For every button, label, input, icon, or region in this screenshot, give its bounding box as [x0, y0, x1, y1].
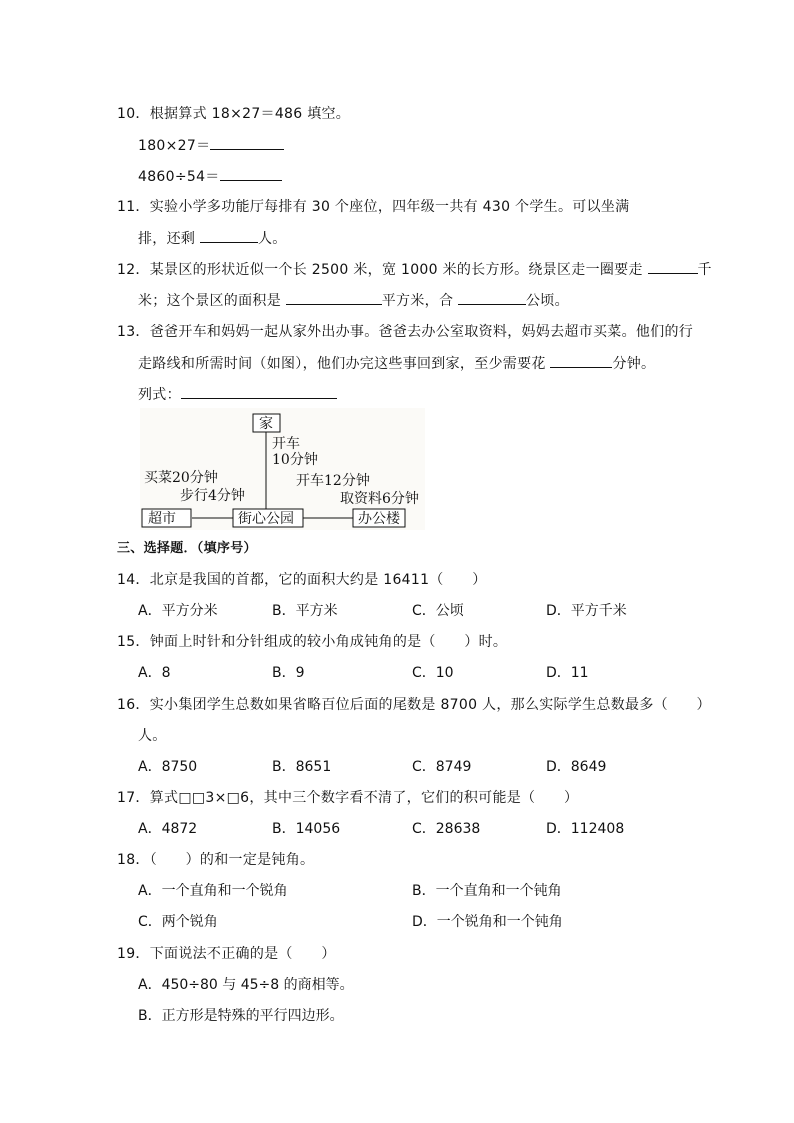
park-label: 街心公园 [238, 511, 294, 527]
q14-option-b[interactable]: B．平方米 [272, 603, 338, 619]
q16-option-d[interactable]: D．8649 [546, 759, 607, 775]
market-label: 超市 [148, 511, 176, 527]
q15-option-d[interactable]: D．11 [546, 665, 589, 681]
route-diagram-svg [140, 408, 425, 530]
q18-stem: 18．（ ）的和一定是钝角。 [117, 852, 315, 868]
q18-option-b[interactable]: B．一个直角和一个钝角 [412, 883, 562, 899]
q10-line1 [138, 135, 284, 156]
q12-line2-a: 米；这个景区的面积是 [138, 293, 286, 309]
q17-option-c[interactable]: C．28638 [412, 821, 481, 837]
q12-line1-suffix: 千 [697, 262, 712, 278]
q17-option-d[interactable]: D．112408 [546, 821, 625, 837]
q19-option-a[interactable]: A．450÷80 与 45÷8 的商相等。 [138, 977, 354, 993]
q15-stem: 15．钟面上时针和分针组成的较小角成钝角的是（ ）时。 [117, 634, 508, 650]
q11-stem: 11．实验小学多功能厅每排有 30 个座位，四年级一共有 430 个学生。可以坐满 [117, 199, 630, 215]
q19-stem: 19．下面说法不正确的是（ ） [117, 946, 336, 962]
q18-option-d[interactable]: D．一个锐角和一个钝角 [412, 914, 563, 930]
drive-home-label-1: 开车 [272, 436, 300, 452]
q16-stem: 16．实小集团学生总数如果省略百位后面的尾数是 8700 人，那么实际学生总数最多（ ） [117, 697, 711, 713]
section-title: 三、选择题．（填序号） [117, 541, 257, 556]
q12-blank1[interactable] [648, 259, 698, 274]
q18-option-c[interactable]: C．两个锐角 [138, 914, 218, 930]
q10-line2-text: 4860÷54＝ [138, 169, 220, 185]
q10-blank2[interactable] [220, 166, 282, 181]
q11-blank[interactable] [200, 228, 258, 243]
drive-office-label: 开车12分钟 [296, 473, 370, 489]
drive-home-label-2: 10分钟 [272, 452, 318, 468]
q13-line2-suffix: 分钟。 [612, 356, 656, 372]
q14-option-d[interactable]: D．平方千米 [546, 603, 627, 619]
q12-line2 [138, 290, 569, 311]
q16-option-c[interactable]: C．8749 [412, 759, 472, 775]
q10-line1-text: 180×27＝ [138, 138, 211, 154]
q14-option-c[interactable]: C．公顷 [412, 603, 464, 619]
q14-option-a[interactable]: A．平方分米 [138, 603, 218, 619]
q16-option-b[interactable]: B．8651 [272, 759, 332, 775]
q15-option-c[interactable]: C．10 [412, 665, 454, 681]
q18-option-a[interactable]: A．一个直角和一个锐角 [138, 883, 288, 899]
q12-blank2[interactable] [286, 290, 382, 305]
q17-option-b[interactable]: B．14056 [272, 821, 341, 837]
q17-option-a[interactable]: A．4872 [138, 821, 198, 837]
q12-line2-c: 公顷。 [526, 293, 569, 309]
q12-blank3[interactable] [458, 290, 526, 305]
q13-line2-prefix: 走路线和所需时间（如图），他们办完这些事回到家，至少需要花 [138, 356, 551, 372]
q17-stem: 17．算式□□3×□6，其中三个数字看不清了，它们的积可能是（ ） [117, 790, 579, 806]
q10-line2 [138, 166, 282, 187]
route-diagram [140, 408, 425, 530]
q16-option-a[interactable]: A．8750 [138, 759, 198, 775]
q11-line2-suffix: 人。 [257, 231, 287, 247]
buy-label: 买菜20分钟 [144, 470, 218, 486]
q13-line1: 13．爸爸开车和妈妈一起从家外出办事。爸爸去办公室取资料，妈妈去超市买菜。他们的行 [117, 324, 694, 340]
q13-formula-line [138, 384, 337, 405]
q12-line1-prefix: 12．某景区的形状近似一个长 2500 米，宽 1000 米的长方形。绕景区走一圈要走 [117, 262, 648, 278]
q11-line2-prefix: 排，还剩 [138, 231, 200, 247]
q12-line2-b: 平方米，合 [381, 293, 458, 309]
q12-line1 [117, 259, 712, 280]
q13-blank[interactable] [550, 353, 612, 368]
home-label: 家 [259, 416, 273, 432]
q14-stem: 14．北京是我国的首都，它的面积大约是 16411（ ） [117, 572, 487, 588]
q10-stem: 10．根据算式 18×27＝486 填空。 [117, 106, 351, 122]
q10-blank1[interactable] [210, 135, 284, 150]
q13-line2 [138, 353, 655, 374]
walk-label: 步行4分钟 [180, 488, 245, 504]
fetch-label: 取资料6分钟 [340, 491, 419, 507]
q15-option-a[interactable]: A．8 [138, 665, 171, 681]
q19-option-b[interactable]: B．正方形是特殊的平行四边形。 [138, 1008, 344, 1024]
office-label: 办公楼 [358, 511, 400, 527]
q13-formula-blank[interactable] [181, 384, 337, 399]
q13-formula-label: 列式： [138, 387, 181, 403]
q11-line2 [138, 228, 287, 249]
q16-stem-cont: 人。 [138, 728, 167, 744]
q15-option-b[interactable]: B．9 [272, 665, 305, 681]
